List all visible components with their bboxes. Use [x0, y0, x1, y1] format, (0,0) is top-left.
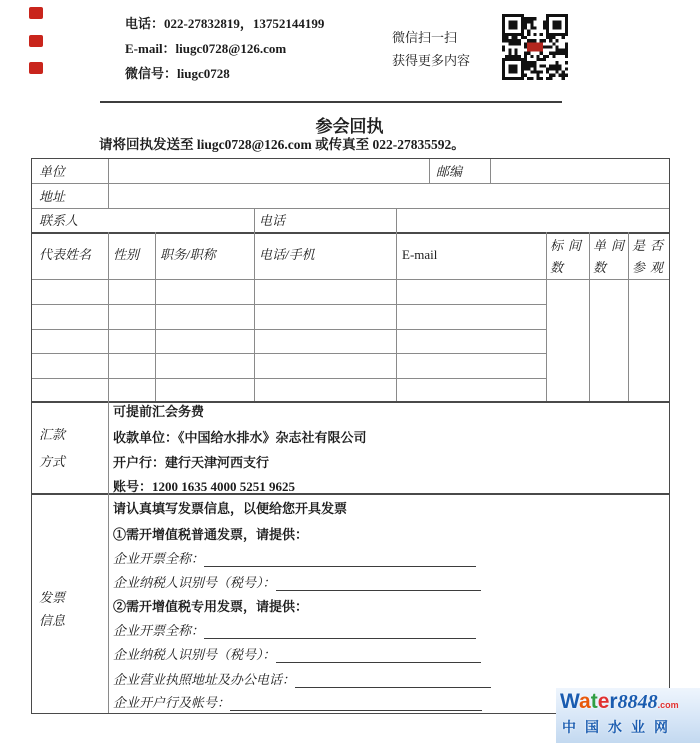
red-square-marker-icon: [29, 7, 43, 19]
invoice-intro: 请认真填写发票信息，以便给您开具发票: [113, 501, 348, 516]
remittance-line: 收款单位：《中国给水排水》杂志社有限公司: [113, 430, 367, 445]
field-label: 企业纳税人识别号（税号）：: [113, 647, 276, 662]
contact-phone-line: 电话：022-27832819，13752144199: [125, 16, 325, 31]
grid-line: [155, 232, 156, 401]
postcode-label: 邮编: [436, 164, 463, 179]
grid-line: [546, 232, 547, 401]
col-visit: 是否参观: [632, 238, 669, 275]
col-position: 职务/职称: [160, 247, 216, 262]
grid-line: [429, 159, 430, 183]
grid-line: [32, 378, 546, 379]
field-label: 企业开户行及帐号：: [113, 695, 231, 710]
invoice-field: [113, 623, 476, 639]
page-title: 参会回执: [315, 117, 384, 136]
phone-col-label: 电话: [259, 213, 286, 228]
contact-person-label: 联系人: [39, 213, 79, 228]
invoice-label-2: 信息: [39, 613, 66, 628]
invoice-field: [113, 647, 481, 663]
col-single-rooms: 单间数: [593, 238, 630, 275]
fill-in-blank: [276, 649, 481, 663]
grid-line: [32, 232, 669, 234]
invoice-field: [113, 695, 482, 711]
logo-letter: W: [560, 690, 580, 713]
remittance-label-2: 方式: [39, 454, 66, 469]
water8848-logo[interactable]: [556, 688, 700, 743]
invoice-field: [113, 575, 481, 591]
logo-digits: 8848: [617, 691, 658, 713]
grid-line: [108, 159, 109, 208]
grid-line: [32, 353, 546, 354]
remittance-line: 开户行：建行天津河西支行: [113, 455, 270, 470]
logo-letter: a: [579, 690, 591, 713]
header-divider: [100, 101, 562, 103]
unit-label: 单位: [39, 164, 66, 179]
fill-in-blank: [295, 674, 491, 688]
remittance-line: 可提前汇会务费: [113, 404, 205, 419]
logo-letter: t: [590, 690, 598, 713]
grid-line: [396, 208, 397, 401]
reply-form-table: [31, 158, 670, 714]
remittance-line: 账号：1200 1635 4000 5251 9625: [113, 479, 296, 494]
invoice-label-1: 发票: [39, 590, 66, 605]
invoice-item-1: ①需开增值税普通发票，请提供：: [113, 527, 309, 542]
col-phone-mobile: 电话/手机: [259, 247, 315, 262]
invoice-item-2: ②需开增值税专用发票，请提供：: [113, 599, 309, 614]
grid-line: [32, 329, 546, 330]
field-label: 企业开票全称：: [113, 623, 205, 638]
red-square-marker-icon: [29, 62, 43, 74]
grid-line: [32, 183, 669, 184]
grid-line: [32, 208, 669, 209]
col-gender: 性别: [113, 247, 140, 262]
logo-letter: r: [609, 690, 618, 713]
field-label: 企业开票全称：: [113, 551, 205, 566]
logo-letter: e: [597, 690, 610, 713]
field-label: 企业营业执照地址及办公电话：: [113, 672, 296, 687]
field-label: 企业纳税人识别号（税号）：: [113, 575, 276, 590]
grid-line: [490, 159, 491, 183]
wechat-scan-text: 微信扫一扫: [392, 30, 458, 45]
red-square-marker-icon: [29, 35, 43, 47]
col-rep-name: 代表姓名: [39, 247, 92, 262]
remittance-label-1: 汇款: [39, 427, 66, 442]
invoice-field: [113, 551, 476, 567]
grid-line: [32, 279, 669, 280]
grid-line: [254, 208, 255, 401]
fill-in-blank: [204, 553, 476, 567]
fill-in-blank: [204, 625, 476, 639]
grid-line: [32, 304, 546, 305]
grid-line: [32, 401, 669, 403]
logo-subtitle: 中国水业网: [562, 719, 677, 735]
col-standard-rooms: 标间数: [550, 238, 587, 275]
fill-in-blank: [276, 577, 481, 591]
wechat-more-text: 获得更多内容: [392, 53, 471, 68]
wechat-qr-icon: [502, 14, 568, 82]
invoice-field: [113, 672, 491, 688]
page-subtitle: 请将回执发送至 liugc0728@126.com 或传真至 022-27835592。: [99, 137, 465, 152]
address-label: 地址: [39, 189, 66, 204]
fill-in-blank: [230, 697, 482, 711]
water8848-wordmark: [560, 690, 679, 717]
logo-dotcom: .com: [657, 700, 679, 710]
col-email: E-mail: [402, 247, 438, 262]
qr-code-svg: [502, 14, 568, 80]
grid-line: [108, 232, 109, 713]
contact-email-line: E-mail：liugc0728@126.com: [125, 41, 287, 56]
contact-wechat-line: 微信号：liugc0728: [125, 66, 230, 81]
